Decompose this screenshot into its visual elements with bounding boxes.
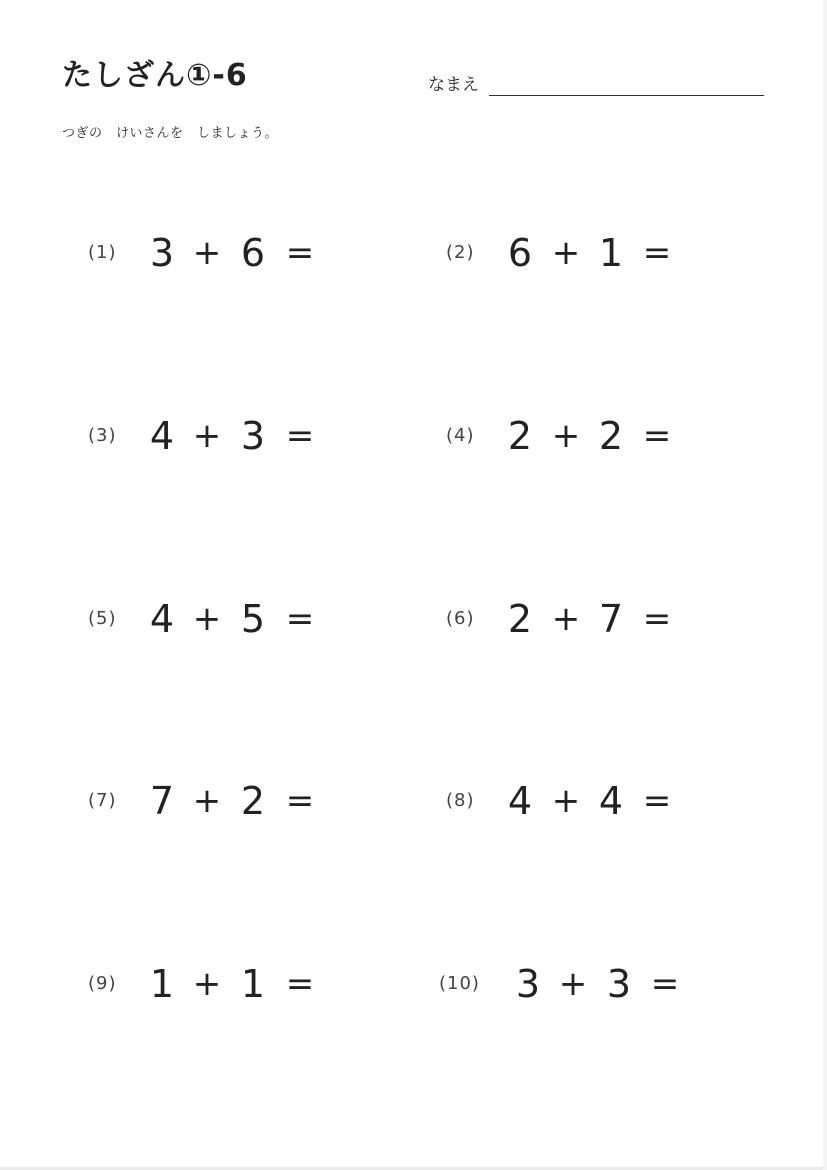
name-label: なまえ <box>428 75 479 95</box>
problem-number: (6) <box>446 608 475 629</box>
equals-sign: = <box>642 781 672 821</box>
equals-sign: = <box>642 416 672 456</box>
equals-sign: = <box>285 599 315 639</box>
problem-number: (5) <box>88 608 117 629</box>
operand-a: 3 <box>149 231 175 275</box>
worksheet-title: たしざん①-6 <box>62 58 248 93</box>
operand-a: 4 <box>507 779 533 823</box>
operand-b: 2 <box>598 414 624 458</box>
operand-b: 1 <box>240 962 266 1006</box>
operand-b: 1 <box>598 231 624 275</box>
equals-sign: = <box>285 233 315 273</box>
plus-sign: + <box>551 781 581 821</box>
plus-sign: + <box>192 781 222 821</box>
operand-b: 5 <box>240 597 266 641</box>
plus-sign: + <box>551 416 581 456</box>
plus-sign: + <box>192 416 222 456</box>
operand-b: 4 <box>598 779 624 823</box>
problem-number: (3) <box>88 425 117 446</box>
plus-sign: + <box>192 964 222 1004</box>
problem-number: (4) <box>446 425 475 446</box>
operand-a: 6 <box>507 231 533 275</box>
operand-b: 3 <box>606 962 632 1006</box>
plus-sign: + <box>551 233 581 273</box>
equals-sign: = <box>285 964 315 1004</box>
instruction-text: つぎの けいさんを しましょう。 <box>62 126 279 141</box>
equals-sign: = <box>285 781 315 821</box>
problem-number: (2) <box>446 242 475 263</box>
equals-sign: = <box>285 416 315 456</box>
operand-b: 3 <box>240 414 266 458</box>
problem-number: (7) <box>88 790 117 811</box>
plus-sign: + <box>558 964 588 1004</box>
page-right-edge <box>823 0 827 1170</box>
equals-sign: = <box>642 599 672 639</box>
problem-number: (1) <box>88 242 117 263</box>
operand-b: 7 <box>598 597 624 641</box>
problem-number: (10) <box>439 973 480 994</box>
problem-number: (9) <box>88 973 117 994</box>
operand-b: 2 <box>240 779 266 823</box>
equals-sign: = <box>650 964 680 1004</box>
operand-b: 6 <box>240 231 266 275</box>
plus-sign: + <box>192 599 222 639</box>
operand-a: 4 <box>149 597 175 641</box>
plus-sign: + <box>192 233 222 273</box>
problem-number: (8) <box>446 790 475 811</box>
operand-a: 1 <box>149 962 175 1006</box>
operand-a: 4 <box>149 414 175 458</box>
operand-a: 3 <box>515 962 541 1006</box>
equals-sign: = <box>642 233 672 273</box>
plus-sign: + <box>551 599 581 639</box>
name-field[interactable] <box>489 95 764 96</box>
operand-a: 2 <box>507 414 533 458</box>
operand-a: 2 <box>507 597 533 641</box>
operand-a: 7 <box>149 779 175 823</box>
